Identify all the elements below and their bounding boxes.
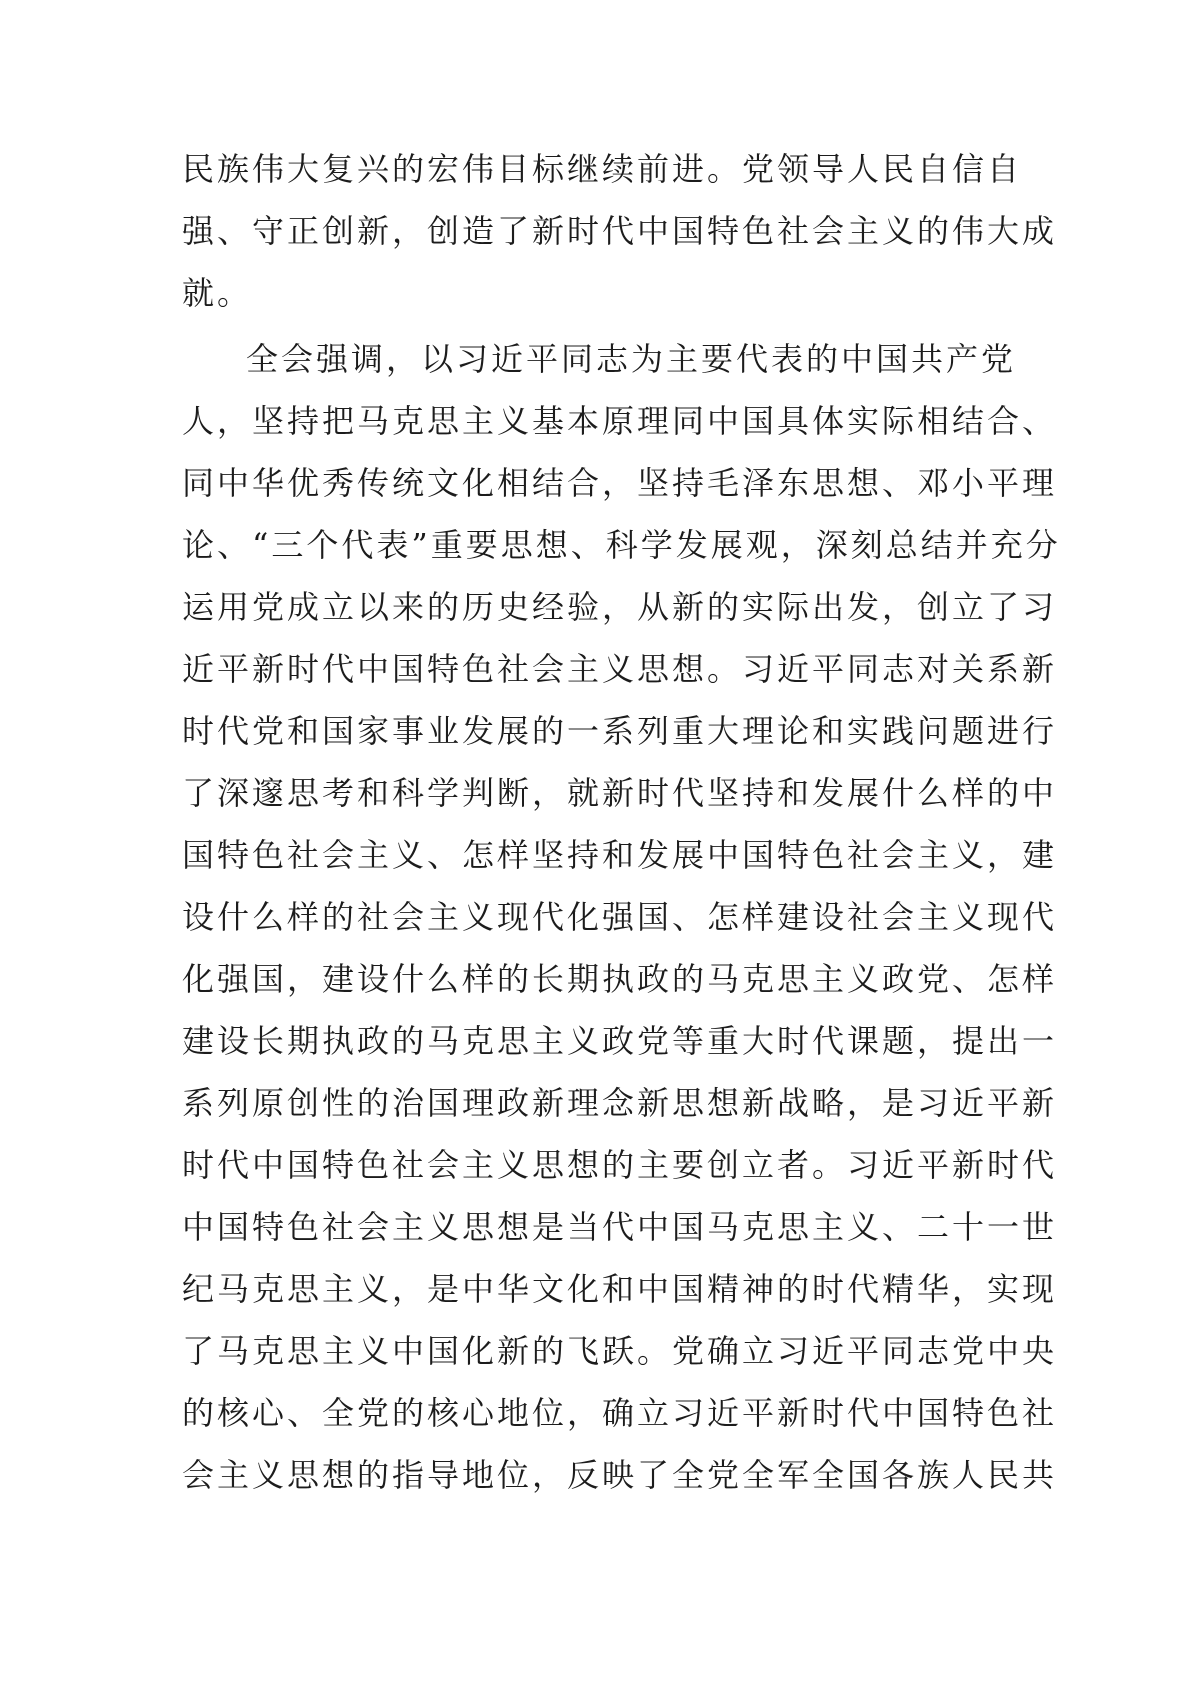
text-line: 近平新时代中国特色社会主义思想。习近平同志对关系新 (182, 650, 1058, 688)
text-line: 运用党成立以来的历史经验，从新的实际出发，创立了习 (182, 588, 1058, 626)
text-line: 同中华优秀传统文化相结合，坚持毛泽东思想、邓小平理 (182, 464, 1058, 502)
text-line: 国特色社会主义、怎样坚持和发展中国特色社会主义，建 (182, 836, 1058, 874)
text-line: 系列原创性的治国理政新理念新思想新战略，是习近平新 (182, 1084, 1058, 1122)
text-line: 时代党和国家事业发展的一系列重大理论和实践问题进行 (182, 712, 1058, 750)
text-line: 论、“三个代表”重要思想、科学发展观，深刻总结并充分 (182, 526, 1061, 564)
text-line: 纪马克思主义，是中华文化和中国精神的时代精华，实现 (182, 1270, 1058, 1308)
text-line: 建设长期执政的马克思主义政党等重大时代课题，提出一 (182, 1022, 1058, 1060)
text-line: 的核心、全党的核心地位，确立习近平新时代中国特色社 (182, 1394, 1058, 1432)
text-line: 中国特色社会主义思想是当代中国马克思主义、二十一世 (182, 1208, 1058, 1246)
text-line: 了马克思主义中国化新的飞跃。党确立习近平同志党中央 (182, 1332, 1058, 1370)
text-line: 设什么样的社会主义现代化强国、怎样建设社会主义现代 (182, 898, 1058, 936)
text-line: 时代中国特色社会主义思想的主要创立者。习近平新时代 (182, 1146, 1058, 1184)
text-line: 强、守正创新，创造了新时代中国特色社会主义的伟大成 (182, 212, 1058, 250)
text-line: 人，坚持把马克思主义基本原理同中国具体实际相结合、 (182, 402, 1058, 440)
text-line: 就。 (182, 274, 253, 312)
text-line: 化强国，建设什么样的长期执政的马克思主义政党、怎样 (182, 960, 1058, 998)
text-line: 民族伟大复兴的宏伟目标继续前进。党领导人民自信自 (182, 150, 1023, 188)
paragraph-first-line: 全会强调，以习近平同志为主要代表的中国共产党 (246, 340, 1017, 378)
text-line: 会主义思想的指导地位，反映了全党全军全国各族人民共 (182, 1456, 1058, 1494)
text-line: 了深邃思考和科学判断，就新时代坚持和发展什么样的中 (182, 774, 1058, 812)
